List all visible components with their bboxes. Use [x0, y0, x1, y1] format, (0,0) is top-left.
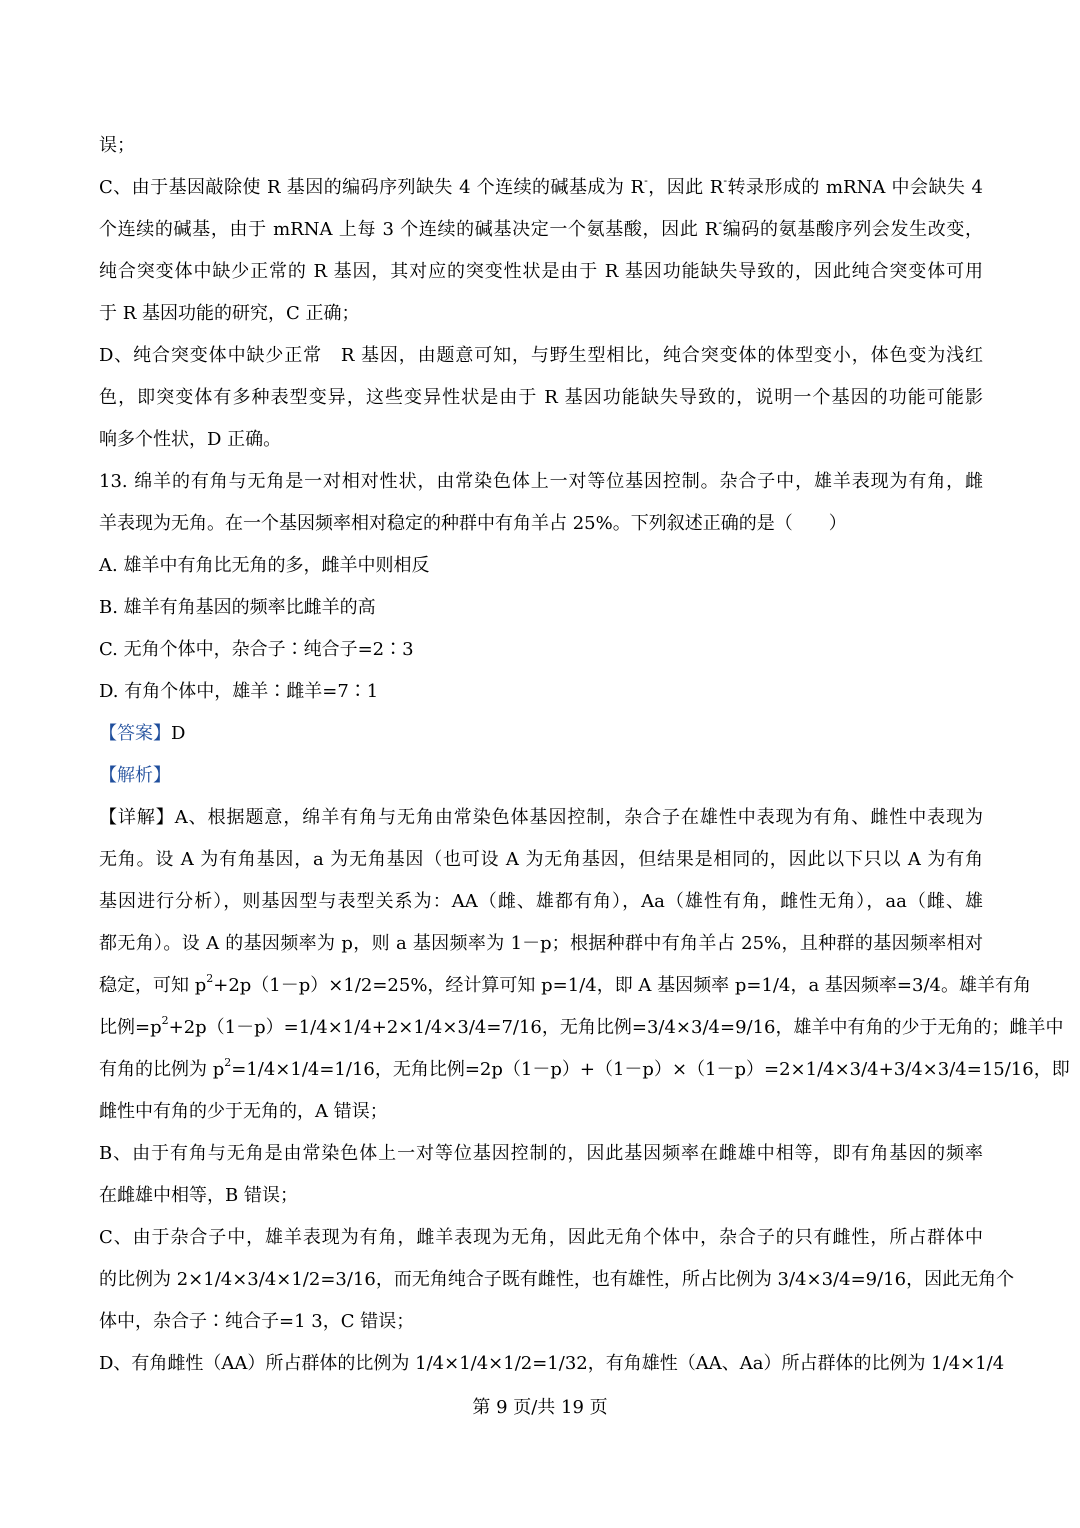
text-line: 在雌雄中相等，B 错误； [99, 1185, 298, 1206]
text-line: 响多个性状，D 正确。 [99, 429, 282, 450]
answer-label: 【答案】 [99, 723, 171, 744]
text-line: B、由于有角与无角是由常染色体上一对等位基因控制的，因此基因频率在雌雄中相等，即有角基因的频率 [99, 1143, 983, 1164]
text-line: 基因进行分析），则基因型与表型关系为：AA（雌、雄都有角），Aa（雄性有角，雌性无角），aa（雌、雄 [99, 891, 983, 912]
text-line: 都无角）。设 A 的基因频率为 p，则 a 基因频率为 1－p；根据种群中有角羊占 25%，且种群的基因频率相对 [99, 933, 983, 954]
option-c: C. 无角个体中，杂合子∶纯合子=2∶3 [99, 639, 414, 660]
text-line: 误； [99, 135, 135, 156]
text-line: 的比例为 2×1/4×3/4×1/2=3/16，而无角纯合子既有雌性，也有雄性，所占比例为 3/4×3/4=9/16，因此无角个 [99, 1269, 1015, 1290]
text-line: 有角的比例为 $p^2=1/4\times 1/4=1/16$，无角比例=2p（1－p）+（1－p）×（1－p）=2×1/4×3/4+3/4×3/4=15/16，即 [99, 1056, 1070, 1080]
text-line: 雌性中有角的少于无角的，A 错误； [99, 1101, 388, 1122]
text-line: 色，即突变体有多种表型变异，这些变异性状是由于 R 基因功能缺失导致的，说明一个基因的功能可能影 [99, 387, 983, 408]
option-b: B. 雄羊有角基因的频率比雌羊的高 [99, 597, 376, 618]
text-line: 稳定，可知 $p^2+2p(1-p)\times 1/2=25\%$，经计算可知 p=1/4，即 A 基因频率 p=1/4，a 基因频率=3/4。雄羊有角 [99, 972, 1031, 996]
text-line: 于 R 基因功能的研究，C 正确； [99, 303, 360, 324]
option-d: D. 有角个体中，雄羊∶雌羊=7∶1 [99, 681, 379, 702]
answer-line: 【答案】D [99, 723, 186, 744]
text-line: 【详解】A、根据题意，绵羊有角与无角由常染色体基因控制，杂合子在雄性中表现为有角、雌性中表现为 [99, 807, 984, 828]
text-line: 体中，杂合子∶纯合子=1 3，C 错误； [99, 1311, 415, 1332]
text-line: 纯合突变体中缺少正常的 R 基因，其对应的突变性状是由于 R 基因功能缺失导致的，因此纯合突变体可用 [99, 261, 983, 282]
text-line: D、纯合突变体中缺少正常 R 基因，由题意可知，与野生型相比，纯合突变体的体型变小，体色变为浅红 [99, 345, 983, 366]
text-line: D、有角雌性（AA）所占群体的比例为 1/4×1/4×1/2=1/32，有角雄性（AA、Aa）所占群体的比例为 1/4×1/4 [99, 1353, 1005, 1374]
text-line: 比例$=p^2+2p(1-p)=1/4\times 1/4+2\times 1/4\times 3/4=7/16$，无角比例=3/4×3/4=9/16，雄羊中有角的少于无角的；雌羊中 [99, 1014, 1064, 1038]
page-footer: 第 9 页/共 19 页 [472, 1397, 608, 1418]
text-line: C、由于基因敲除使 R 基因的编码序列缺失 4 个连续的碱基成为 R-，因此 R-转录形成的 mRNA 中会缺失 4 [99, 174, 983, 198]
text-line: 无角。设 A 为有角基因，a 为无角基因（也可设 A 为无角基因，但结果是相同的，因此以下只以 A 为有角 [99, 849, 983, 870]
option-a: A. 雄羊中有角比无角的多，雌羊中则相反 [99, 555, 430, 576]
detail-label: 【详解】 [99, 807, 175, 828]
analysis-heading: 【解析】 [99, 765, 171, 786]
question-13-stem: 13. 绵羊的有角与无角是一对相对性状，由常染色体上一对等位基因控制。杂合子中，雄羊表现为有角，雌 [99, 471, 983, 492]
text-line: 个连续的碱基，由于 mRNA 上每 3 个连续的碱基决定一个氨基酸，因此 R-编码的氨基酸序列会发生改变， [99, 216, 984, 240]
text-line: C、由于杂合子中，雄羊表现为有角，雌羊表现为无角，因此无角个体中，杂合子的只有雌性，所占群体中 [99, 1227, 983, 1248]
question-13-stem: 羊表现为无角。在一个基因频率相对稳定的种群中有角羊占 25%。下列叙述正确的是（ ） [99, 513, 847, 534]
